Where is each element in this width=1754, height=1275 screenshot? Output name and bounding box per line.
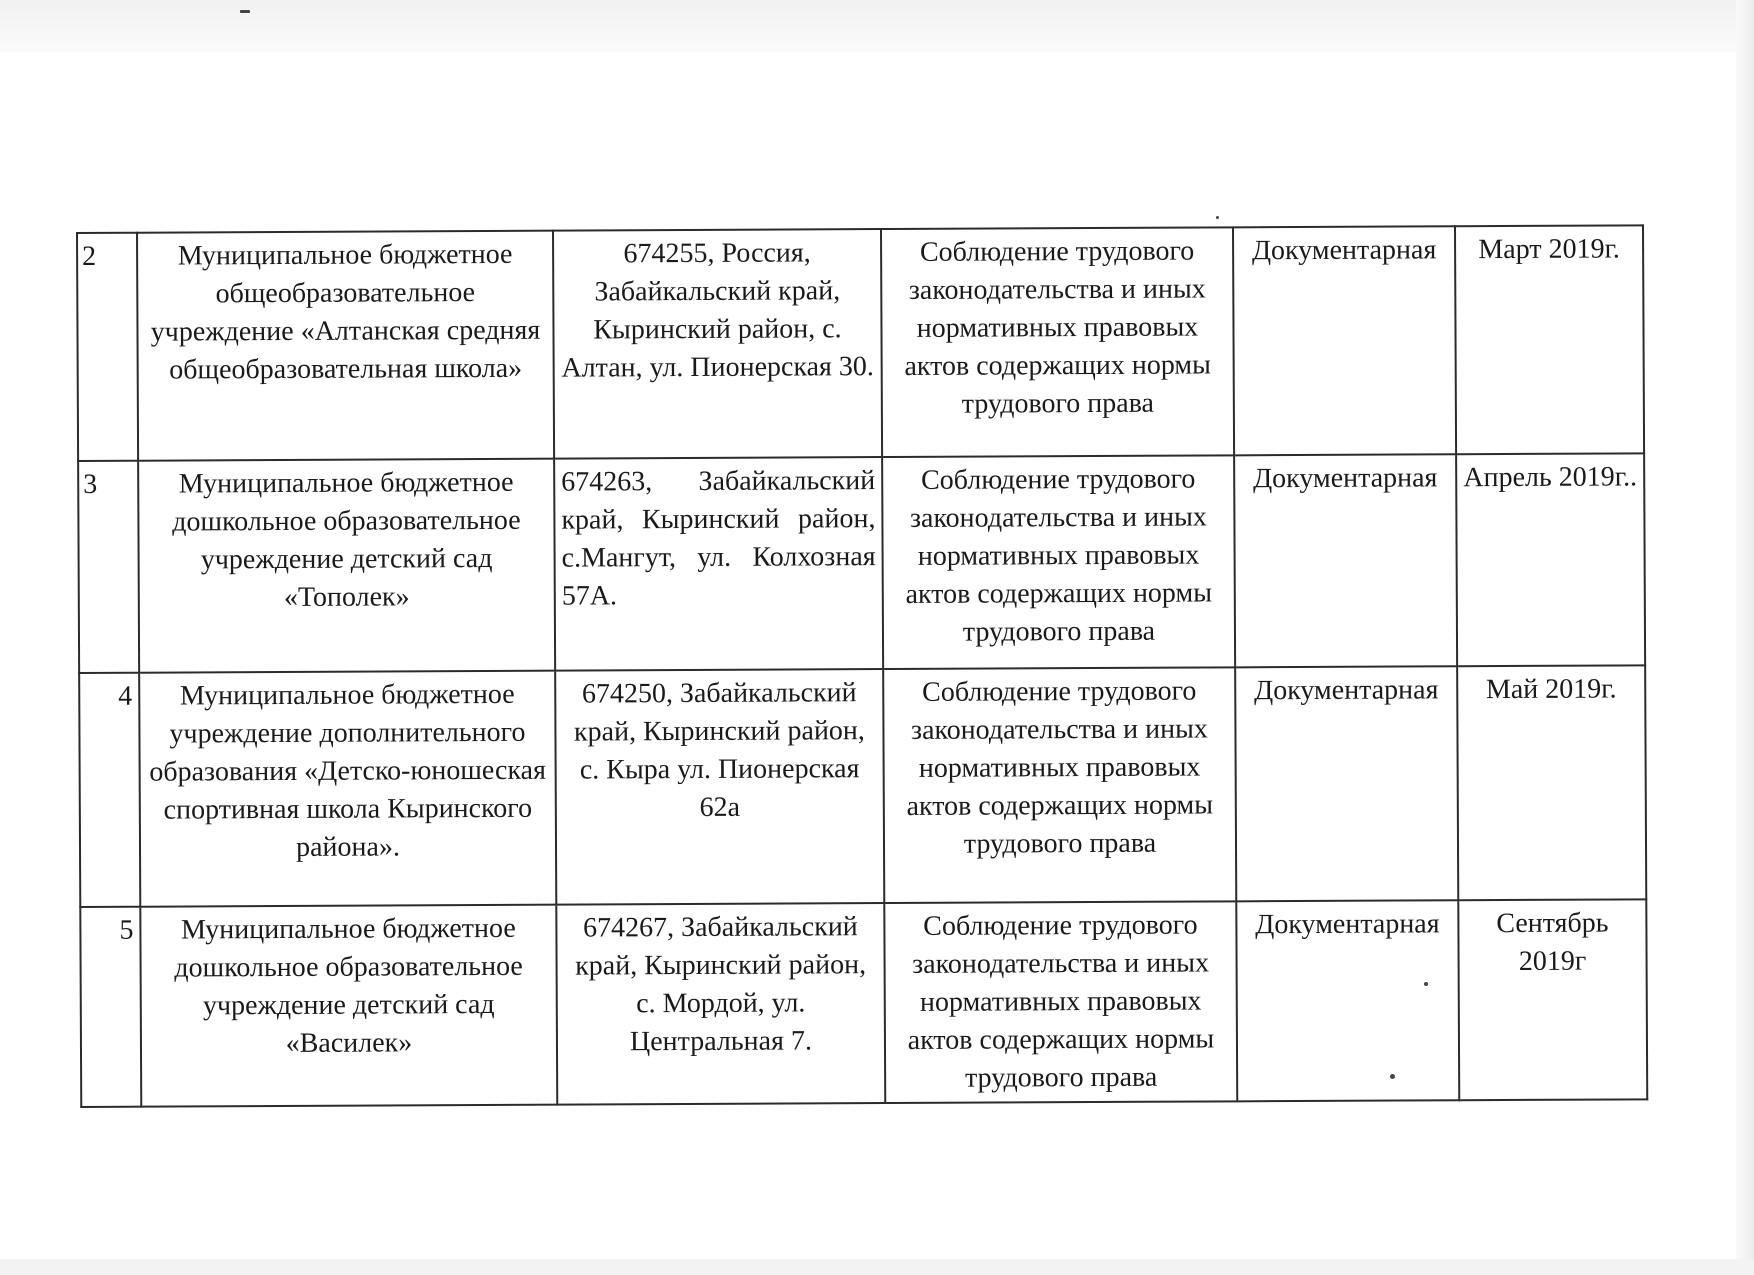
table-row	[79, 665, 1646, 907]
inspection-form-cell: Документарная	[1236, 900, 1459, 1101]
row-number: 4	[118, 680, 133, 712]
period-cell: Март 2019г.	[1455, 225, 1644, 454]
period-cell: Сентябрь 2019г	[1458, 899, 1647, 1100]
row-number: 5	[119, 914, 134, 946]
table-row	[80, 899, 1647, 1107]
row-number-cell	[80, 907, 141, 1107]
organization-cell: Муниципальное бюджетное дошкольное образовательное учреждение детский сад «Тополек»	[138, 459, 555, 673]
period-cell: Май 2019г.	[1457, 665, 1646, 900]
address-cell: 674267, Забайкальский край, Кыринский район, с. Мордой, ул. Центральная 7.	[556, 903, 885, 1105]
inspection-form-cell: Документарная	[1234, 454, 1457, 667]
row-number-cell	[77, 233, 138, 461]
scan-edge-top	[0, 0, 1754, 52]
row-number: 2	[82, 240, 97, 272]
table-row	[77, 225, 1644, 461]
organization-cell: Муниципальное бюджетное общеобразовательное учреждение «Алтанская средняя общеобразовательная школа»	[137, 231, 554, 461]
table-row	[78, 453, 1645, 673]
row-number-cell	[78, 461, 139, 673]
subject-cell: Соблюдение трудового законодательства и иных нормативных правовых актов содержащих нормы трудового права	[882, 455, 1235, 669]
subject-cell: Соблюдение трудового законодательства и иных нормативных правовых актов содержащих нормы трудового права	[881, 227, 1234, 457]
inspection-form-cell: Документарная	[1235, 666, 1458, 901]
period-cell: Апрель 2019г..	[1456, 453, 1645, 666]
organization-cell: Муниципальное бюджетное учреждение дополнительного образования «Детско-юношеская спортивная школа Кыринского района».	[139, 671, 556, 907]
subject-cell: Соблюдение трудового законодательства и иных нормативных правовых актов содержащих нормы трудового права	[884, 901, 1237, 1103]
scan-edge-right	[1736, 0, 1754, 1275]
row-number-cell	[79, 673, 140, 907]
address-cell: 674250, Забайкальский край, Кыринский район, с. Кыра ул. Пионерская 62а	[555, 669, 884, 905]
address-cell: 674255, Россия, Забайкальский край, Кыринский район, с. Алтан, ул. Пионерская 30.	[553, 229, 882, 459]
row-number: 3	[83, 468, 98, 500]
inspection-plan-table	[76, 224, 1648, 1108]
address-cell: 674263, Забайкальский край, Кыринский район, с.Мангут, ул. Колхозная 57А.	[554, 457, 883, 671]
scan-speck	[1216, 216, 1219, 219]
inspection-form-cell: Документарная	[1233, 226, 1456, 455]
scan-edge-bottom	[0, 1259, 1754, 1275]
subject-cell: Соблюдение трудового законодательства и иных нормативных правовых актов содержащих нормы трудового права	[883, 667, 1236, 903]
organization-cell: Муниципальное бюджетное дошкольное образовательное учреждение детский сад «Василек»	[140, 905, 557, 1107]
inspection-plan-table-wrapper	[76, 224, 1646, 1108]
scan-speck	[240, 10, 250, 13]
